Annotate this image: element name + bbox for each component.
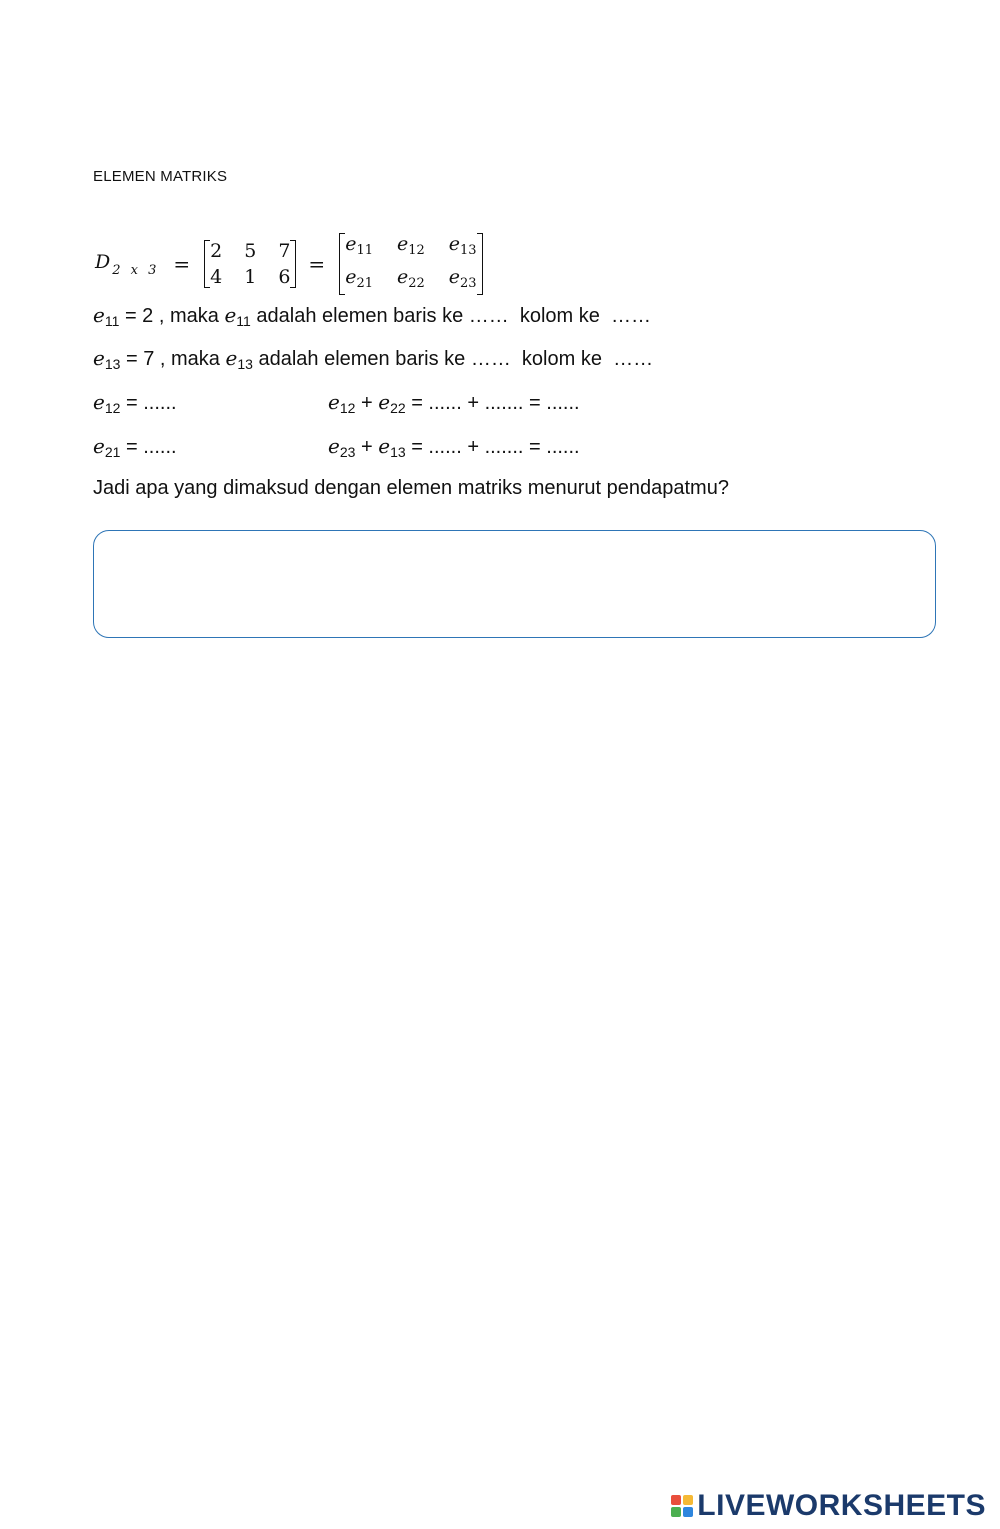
matrix-cell: 6 [278,266,291,288]
question-line-1: $e_{11} = 2$ , maka $e_{11}$ adalah elemen baris ke …… kolom ke …… [93,303,652,329]
matrix-elements-grid [345,231,476,297]
question-line-3-left: $e_{12}$ = ...... [93,390,177,416]
matrix-cell: 2 [210,240,223,262]
logo-square-blue [683,1507,693,1517]
question-line-4-left: $e_{21}$ = ...... [93,434,177,460]
question-line-4-right: $e_{23} + e_{13}$ = ...... + ....... = ...... [328,434,580,460]
matrix-values [204,238,296,290]
matrix-order: 2 x 3 [112,262,160,278]
matrix-cell: 4 [210,266,223,288]
logo-text: LIVEWORKSHEETS [697,1489,986,1522]
matrix-name: D $_{2 x 3}$ [95,250,160,278]
liveworksheets-logo [671,1489,986,1523]
logo-square-yellow [683,1495,693,1505]
equals-sign: = [308,252,326,276]
question-prompt: Jadi apa yang dimaksud dengan elemen matriks menurut pendapatmu? [93,477,729,499]
answer-box[interactable] [93,530,936,638]
matrix-cell: 5 [244,240,257,262]
question-line-2: $e_{13} = 7$ , maka $e_{13}$ adalah elemen baris ke …… kolom ke …… [93,346,654,372]
logo-icon [671,1495,693,1517]
matrix-element: $e_{12}$ [396,233,425,258]
question-line-3-right: $e_{12} + e_{22}$ = ...... + ....... = ...... [328,390,580,416]
matrix-element: $e_{23}$ [448,266,477,291]
matrix-cell: 7 [278,240,291,262]
equals-sign: = [173,252,191,276]
worksheet-title: ELEMEN MATRIKS [93,168,228,185]
matrix-element: $e_{21}$ [345,266,373,291]
logo-square-red [671,1495,681,1505]
matrix-element: $e_{11}$ [345,233,373,258]
matrix-element: $e_{13}$ [448,233,477,258]
logo-square-green [671,1507,681,1517]
matrix-cell: 1 [244,266,257,288]
matrix-element: $e_{22}$ [396,266,425,291]
matrix-equation [95,233,495,292]
matrix-values-grid [210,238,290,290]
matrix-elements [339,231,482,297]
